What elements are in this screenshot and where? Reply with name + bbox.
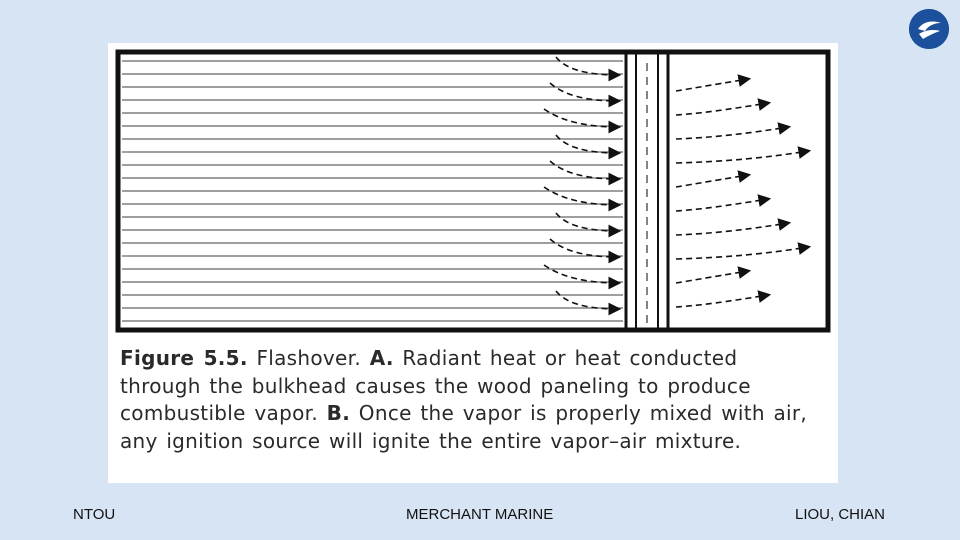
figure-number: Figure 5.5. <box>120 346 248 370</box>
part-a-text: Radiant heat or heat conducted through the bulkhead causes the wood paneling to produce combustible vapor. <box>120 346 751 425</box>
part-a-label: A. <box>369 346 394 370</box>
footer-left: NTOU <box>73 506 116 523</box>
figure-caption <box>120 345 820 455</box>
figure-title: Flashover. <box>256 346 362 370</box>
part-b-label: B. <box>326 401 351 425</box>
flashover-diagram <box>108 43 838 343</box>
footer-right: LIOU, CHIAN <box>795 506 886 523</box>
ntou-logo-icon <box>909 9 949 49</box>
footer-center: MERCHANT MARINE <box>406 506 554 523</box>
part-b-text: Once the vapor is properly mixed with air, any ignition source will ignite the entire vapor–air mixture. <box>120 401 808 453</box>
figure-image <box>108 43 838 483</box>
